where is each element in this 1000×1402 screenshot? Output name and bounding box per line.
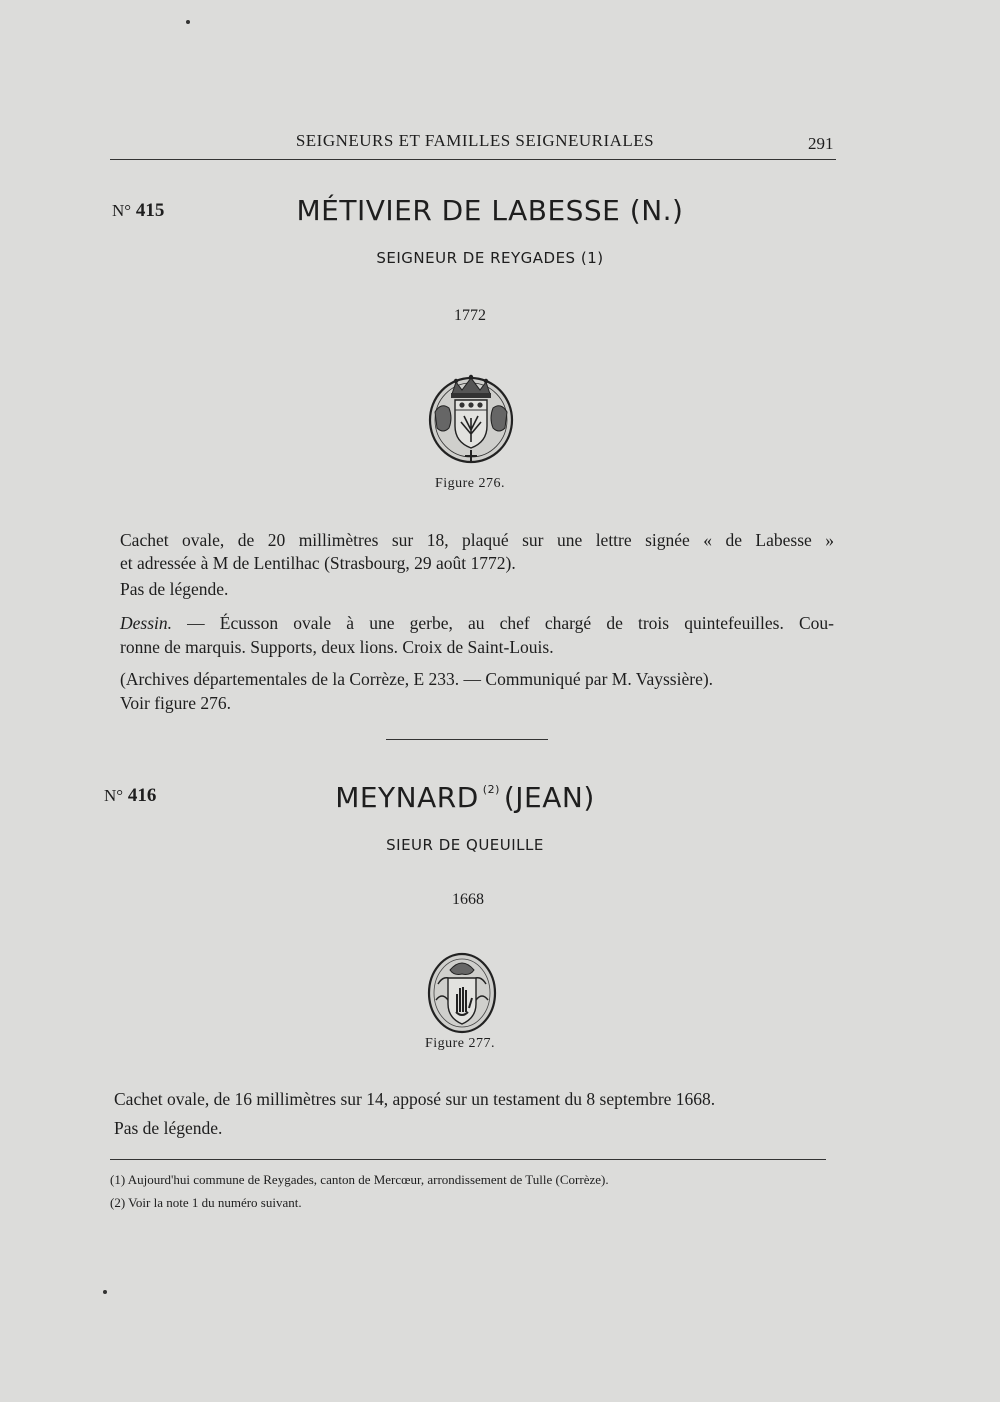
entry-number-value: 415 xyxy=(135,200,165,221)
footnote-ref: (2) xyxy=(482,783,500,796)
paragraph-line: ronne de marquis. Supports, deux lions. Croix de Saint-Louis. xyxy=(120,637,554,657)
section-divider xyxy=(386,739,548,740)
entry-number-prefix: N° xyxy=(104,786,124,805)
entry-title-416 xyxy=(215,781,715,814)
paragraph-line: Pas de légende. xyxy=(120,579,229,599)
ink-speck xyxy=(186,20,190,24)
seal-hand-shield-icon xyxy=(426,950,498,1036)
footnote-rule xyxy=(110,1159,826,1160)
entry-number-value: 416 xyxy=(127,785,157,806)
paragraph-line: (Archives départementales de la Corrèze, E 233. — Communiqué par M. Vayssière). xyxy=(120,669,714,689)
header-rule xyxy=(110,159,836,160)
paragraph-line: Cachet ovale, de 16 millimètres sur 14, apposé sur un testament du 8 septembre 1668. xyxy=(114,1089,716,1109)
entry-date-416: 1668 xyxy=(452,891,484,908)
paragraph-line: Cachet ovale, de 20 millimètres sur 18, plaqué sur une lettre signée « de Labesse » xyxy=(120,530,834,550)
paragraph-label-italic: Dessin. xyxy=(120,613,173,633)
page-number: 291 xyxy=(808,134,834,153)
figure-caption-276: Figure 276. xyxy=(434,476,506,491)
entry-subtitle-416: SIEUR DE QUEUILLE xyxy=(386,836,544,854)
entry-title-name: MEYNARD xyxy=(335,781,479,814)
entry-date-415: 1772 xyxy=(454,307,486,324)
footnote-2: (2) Voir la note 1 du numéro suivant. xyxy=(110,1195,302,1210)
paragraph-line: Pas de légende. xyxy=(114,1118,223,1138)
paragraph-line: et adressée à M de Lentilhac (Strasbourg, 29 août 1772). xyxy=(120,553,516,573)
entry-number-prefix: N° xyxy=(112,201,132,220)
paragraph-line: Voir figure 276. xyxy=(120,693,231,713)
ink-speck xyxy=(103,1290,107,1294)
footnote-1: (1) Aujourd'hui commune de Reygades, canton de Mercœur, arrondissement de Tulle (Corrèze). xyxy=(110,1172,609,1187)
seal-crowned-shield-icon xyxy=(425,368,517,468)
entry-title-415: MÉTIVIER DE LABESSE (N.) xyxy=(296,194,684,227)
entry-number-415 xyxy=(112,200,164,222)
paragraph-text: — Écusson ovale à une gerbe, au chef chargé de trois quintefeuilles. Cou- xyxy=(172,613,834,633)
entry-title-rest: (JEAN) xyxy=(503,781,595,814)
figure-caption-277: Figure 277. xyxy=(424,1036,496,1051)
entry-number-416 xyxy=(104,785,156,807)
paragraph-line xyxy=(120,610,834,636)
entry-subtitle-415: SEIGNEUR DE REYGADES (1) xyxy=(376,249,604,267)
running-title: SEIGNEURS ET FAMILLES SEIGNEURIALES xyxy=(295,131,655,150)
